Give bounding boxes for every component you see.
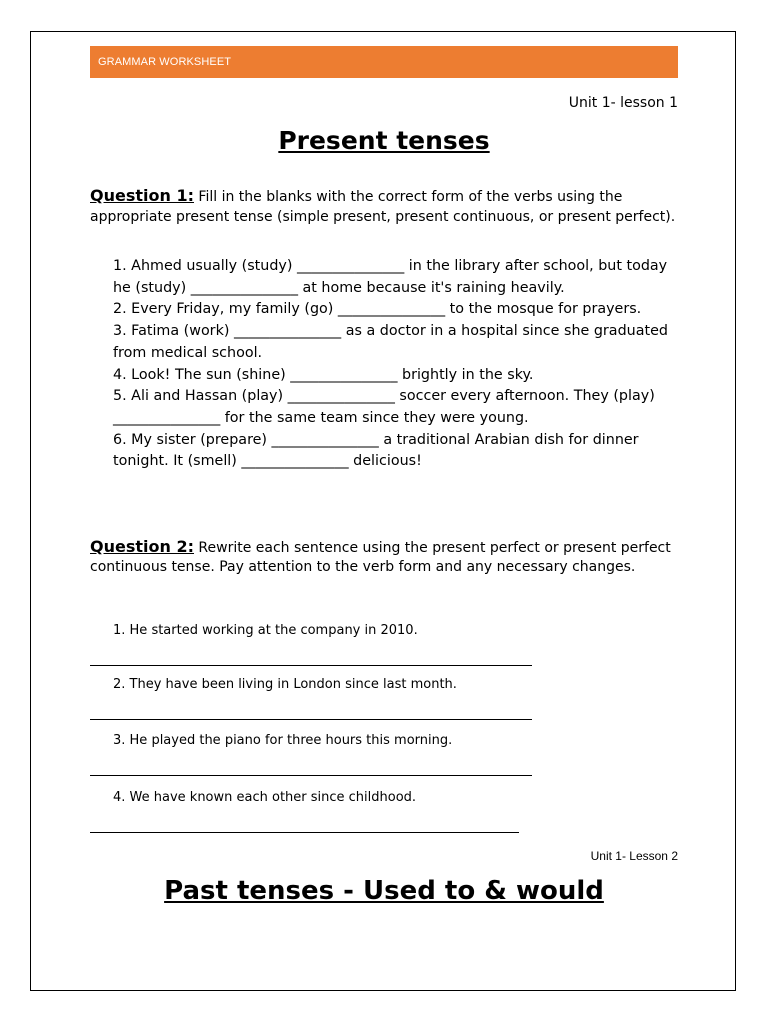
answer-line[interactable] — [90, 775, 532, 776]
list-item: 4. Look! The sun (shine) _______________ brightly in the sky. — [113, 366, 534, 383]
answer-line[interactable] — [90, 665, 532, 666]
answer-line[interactable] — [90, 832, 519, 833]
answer-line[interactable] — [90, 719, 532, 720]
question-2-label: Question 2: — [90, 537, 194, 556]
question-1-label: Question 1: — [90, 186, 194, 205]
unit-label-lesson-1: Unit 1- lesson 1 — [568, 95, 678, 111]
list-item: 3. Fatima (work) _______________ as a doctor in a hospital since she graduated from medical school. — [113, 323, 668, 361]
list-item: 5. Ali and Hassan (play) _______________ soccer every afternoon. They (play) _______________ for the same team since they were young. — [113, 388, 655, 426]
page-title-present-tenses: Present tenses — [278, 126, 490, 155]
rewrite-item: 1. He started working at the company in 2010. — [113, 623, 418, 638]
question-2 — [90, 538, 680, 576]
rewrite-item: 3. He played the piano for three hours this morning. — [113, 733, 453, 748]
question-1-items — [113, 256, 683, 473]
unit-label-lesson-2: Unit 1- Lesson 2 — [590, 849, 678, 863]
list-item: 1. Ahmed usually (study) _______________ in the library after school, but today he (study) _______________ at home because it's raining heavily. — [113, 258, 668, 296]
page-border — [30, 31, 736, 991]
banner-label: GRAMMAR WORKSHEET — [98, 56, 232, 68]
worksheet-banner — [90, 46, 678, 78]
question-1 — [90, 186, 680, 227]
question-1-instruction: Fill in the blanks with the correct form of the verbs using the appropriate present tense (simple present, present continuous, or present perfect). — [90, 189, 676, 225]
rewrite-item: 4. We have known each other since childhood. — [113, 790, 417, 805]
rewrite-item: 2. They have been living in London since last month. — [113, 677, 457, 692]
list-item: 6. My sister (prepare) _______________ a traditional Arabian dish for dinner tonight. It (smell) _______________ delicious! — [113, 431, 639, 470]
section-title-past-tenses: Past tenses - Used to & would — [164, 876, 604, 906]
list-item: 2. Every Friday, my family (go) _______________ to the mosque for prayers. — [113, 301, 642, 318]
question-2-instruction: Rewrite each sentence using the present perfect or present perfect continuous tense. Pay attention to the verb form and any necessary changes. — [90, 540, 671, 575]
